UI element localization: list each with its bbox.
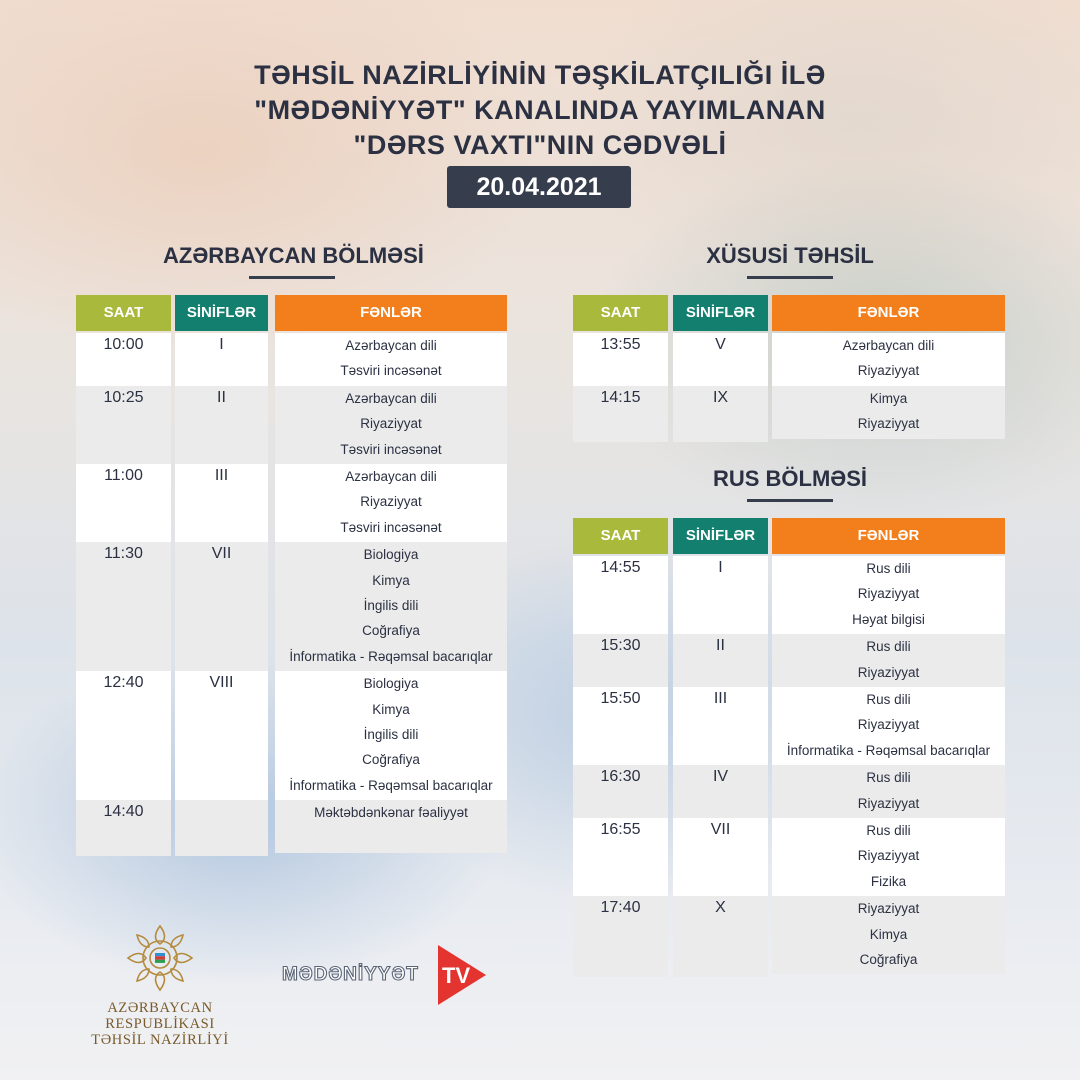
schedule-row (573, 765, 1005, 818)
subjects-cell (772, 896, 1005, 974)
subjects-column-header: FƏNLƏR (275, 295, 507, 331)
class-column-header: SİNİFLƏR (673, 295, 768, 331)
title-line-2: "MƏDƏNİYYƏT" KANALINDA YAYIMLANAN (254, 95, 826, 125)
subject-item: Kimya (372, 572, 410, 588)
schedule-row (76, 671, 507, 800)
subject-item: Riyaziyyat (857, 717, 920, 733)
subjects-cell (772, 818, 1005, 896)
special-section-underline (747, 276, 833, 279)
time-cell: 14:15 (573, 386, 668, 442)
special-schedule-table (573, 295, 1005, 439)
subjects-cell (275, 464, 507, 542)
date-badge: 20.04.2021 (447, 166, 631, 208)
subject-item: Riyaziyyat (857, 586, 920, 602)
subjects-cell (275, 333, 507, 386)
subject-item: Rus dili (866, 692, 911, 707)
schedule-row (76, 800, 507, 853)
subject-item: Riyaziyyat (857, 416, 920, 432)
subject-item: Riyaziyyat (360, 416, 422, 432)
subject-item: Azərbaycan dili (345, 469, 437, 484)
russian-section-underline (747, 499, 833, 502)
time-cell: 14:40 (76, 800, 171, 856)
channel-logo-tv: TV (442, 963, 471, 988)
class-column-header: SİNİFLƏR (175, 295, 268, 331)
time-cell: 10:00 (76, 333, 171, 389)
subject-item: Riyaziyyat (857, 664, 920, 680)
class-cell: I (175, 333, 268, 389)
subjects-cell (772, 687, 1005, 765)
time-cell: 11:30 (76, 542, 171, 674)
subject-item: Riyaziyyat (857, 848, 920, 864)
time-cell: 10:25 (76, 386, 171, 467)
ministry-name (55, 1000, 265, 1048)
time-cell: 15:30 (573, 634, 668, 690)
subject-item: Rus dili (866, 770, 911, 786)
subject-item: Azərbaycan dili (345, 338, 437, 353)
subject-item: Biologiya (363, 547, 419, 563)
time-cell: 16:55 (573, 818, 668, 899)
class-cell: I (673, 556, 768, 637)
azerbaijani-schedule-table (76, 295, 507, 853)
channel-logo-text: MƏDƏNİYYƏT (282, 964, 419, 985)
time-cell: 17:40 (573, 896, 668, 977)
subject-item: Həyat bilgisi (852, 611, 925, 627)
subjects-cell (772, 386, 1005, 439)
class-cell: IX (673, 386, 768, 442)
ministry-logo (55, 922, 265, 1048)
schedule-row (573, 687, 1005, 765)
subjects-cell (772, 634, 1005, 687)
subject-item: Təsviri incəsənət (340, 441, 442, 457)
ministry-name-line-2: TƏHSİL NAZİRLİYİ (91, 1032, 229, 1048)
class-cell: X (673, 896, 768, 977)
special-section-title-text: XÜSUSİ TƏHSİL (706, 243, 874, 268)
schedule-row (76, 542, 507, 671)
time-cell: 15:50 (573, 687, 668, 768)
subject-item: İngilis dili (363, 726, 419, 742)
schedule-row (76, 464, 507, 542)
time-column-header: SAAT (573, 295, 668, 331)
subjects-cell (275, 386, 507, 464)
russian-section-title-text: RUS BÖLMƏSİ (712, 466, 868, 491)
schedule-row (573, 556, 1005, 634)
class-cell (175, 800, 268, 856)
subject-item: İngilis dili (363, 597, 419, 613)
subject-item: Riyaziyyat (360, 494, 422, 510)
class-cell: VII (175, 542, 268, 674)
subject-item: Riyaziyyat (857, 363, 920, 379)
subject-item: Coğrafiya (362, 623, 420, 639)
russian-schedule-table (573, 518, 1005, 974)
time-cell: 11:00 (76, 464, 171, 545)
subjects-cell (275, 800, 507, 853)
class-column-header: SİNİFLƏR (673, 518, 768, 554)
class-cell: II (175, 386, 268, 467)
ministry-name-line-1: AZƏRBAYCAN RESPUBLİKASI (105, 1000, 215, 1032)
class-cell: III (175, 464, 268, 545)
subject-item: İnformatika - Rəqəmsal bacarıqlar (289, 648, 493, 664)
schedule-row (573, 634, 1005, 687)
subject-item: Azərbaycan dili (842, 338, 935, 353)
subjects-cell (772, 556, 1005, 634)
subject-item: Kimya (372, 701, 410, 717)
class-cell: IV (673, 765, 768, 821)
time-cell: 13:55 (573, 333, 668, 389)
title-line-1: TƏHSİL NAZİRLİYİNİN TƏŞKİLATÇILIĞI İLƏ (254, 60, 826, 90)
subjects-cell (275, 542, 507, 671)
subject-item: Kimya (869, 390, 908, 406)
subjects-column-header: FƏNLƏR (772, 295, 1005, 331)
azerbaijani-section-underline (249, 276, 335, 279)
subject-item: Azərbaycan dili (345, 390, 437, 406)
class-cell: V (673, 333, 768, 389)
time-column-header: SAAT (573, 518, 668, 554)
russian-section-title (705, 466, 875, 502)
time-cell: 14:55 (573, 556, 668, 637)
schedule-row (573, 896, 1005, 974)
subject-item: Təsviri incəsənət (340, 363, 442, 379)
subject-item: Riyaziyyat (857, 901, 920, 917)
schedule-row (573, 386, 1005, 439)
azerbaijan-coat-of-arms-icon (124, 922, 196, 994)
azerbaijani-section-title-text: AZƏRBAYCAN BÖLMƏSİ (163, 243, 424, 268)
page-title (0, 58, 1080, 163)
subject-item: Təsviri incəsənət (340, 519, 442, 535)
subject-item: Fizika (870, 873, 907, 889)
class-cell: II (673, 634, 768, 690)
subject-item: Kimya (869, 926, 908, 942)
schedule-row (573, 818, 1005, 896)
subjects-cell (772, 333, 1005, 386)
azerbaijani-section-title (163, 243, 424, 279)
subject-item: Coğrafiya (362, 752, 420, 768)
schedule-row (573, 333, 1005, 386)
subjects-cell (772, 765, 1005, 818)
title-line-3: "DƏRS VAXTI"NIN CƏDVƏLİ (353, 130, 727, 160)
subject-item: Coğrafiya (859, 951, 918, 967)
class-cell: VII (673, 818, 768, 899)
subject-item: Məktəbdənkənar fəaliyyət (314, 805, 468, 821)
subject-item: İnformatika - Rəqəmsal bacarıqlar (786, 742, 991, 758)
subject-item: Rus dili (866, 823, 911, 838)
class-cell: VIII (175, 671, 268, 803)
subject-item: Riyaziyyat (857, 795, 920, 811)
time-column-header: SAAT (76, 295, 171, 331)
schedule-row (76, 333, 507, 386)
time-cell: 16:30 (573, 765, 668, 821)
special-section-title (700, 243, 880, 279)
medeniyyet-tv-logo (282, 945, 487, 1007)
subject-item: Biologiya (363, 676, 419, 692)
subjects-cell (275, 671, 507, 800)
subject-item: Rus dili (866, 639, 911, 655)
subject-item: İnformatika - Rəqəmsal bacarıqlar (289, 777, 493, 793)
class-cell: III (673, 687, 768, 768)
subjects-column-header: FƏNLƏR (772, 518, 1005, 554)
subject-item: Rus dili (866, 561, 911, 576)
schedule-row (76, 386, 507, 464)
time-cell: 12:40 (76, 671, 171, 803)
